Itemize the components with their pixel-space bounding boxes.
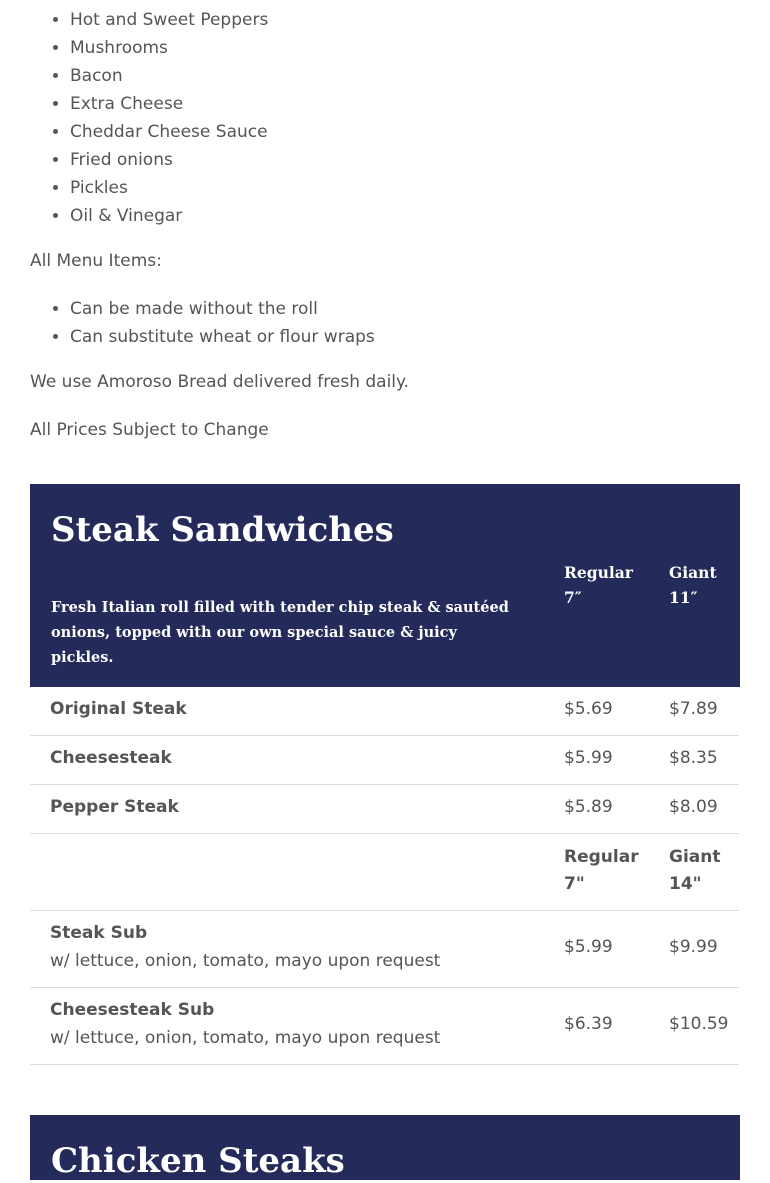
all-items-list <box>30 295 375 351</box>
regular-price: $6.39 <box>564 1014 613 1034</box>
item-name: Cheesesteak Sub <box>50 1000 215 1020</box>
bread-note: We use Amoroso Bread delivered fresh daily. <box>30 372 410 392</box>
list-item: • Cheddar Cheese Sauce <box>70 118 268 146</box>
all-items-label: All Menu Items: <box>30 251 162 271</box>
prices-note: All Prices Subject to Change <box>30 420 269 440</box>
list-item: • Fried onions <box>70 146 268 174</box>
giant-price: $8.09 <box>669 797 718 817</box>
item-description: w/ lettuce, onion, tomato, mayo upon request <box>50 951 441 971</box>
item-description: w/ lettuce, onion, tomato, mayo upon request <box>50 1028 441 1048</box>
steak-sandwiches-header <box>30 484 740 687</box>
giant-price: $9.99 <box>669 937 718 957</box>
table-row <box>30 736 739 785</box>
table-row <box>30 785 739 834</box>
giant-size-header: Giant 11″ <box>669 563 717 607</box>
giant-price: $10.59 <box>669 1014 729 1034</box>
giant-price: $7.89 <box>669 699 718 719</box>
list-item: • Hot and Sweet Peppers <box>70 6 268 34</box>
table-row <box>30 687 739 736</box>
sub-header-row <box>30 834 739 911</box>
regular-price: $5.99 <box>564 748 613 768</box>
list-item: • Oil & Vinegar <box>70 202 268 230</box>
table-row <box>30 988 739 1065</box>
toppings-list <box>30 6 268 230</box>
regular-size-header: Regular 7" <box>564 847 639 894</box>
item-name: Steak Sub <box>50 923 148 943</box>
regular-price: $5.89 <box>564 797 613 817</box>
list-item: • Bacon <box>70 62 268 90</box>
list-item: • Pickles <box>70 174 268 202</box>
section-title: Steak Sandwiches <box>51 510 394 550</box>
list-item: • Can be made without the roll <box>70 295 375 323</box>
list-item: • Extra Cheese <box>70 90 268 118</box>
list-item: • Can substitute wheat or flour wraps <box>70 323 375 351</box>
regular-price: $5.69 <box>564 699 613 719</box>
item-name: Pepper Steak <box>50 797 179 817</box>
regular-price: $5.99 <box>564 937 613 957</box>
list-item: • Mushrooms <box>70 34 268 62</box>
chicken-steaks-header <box>30 1115 740 1180</box>
giant-size-header: Giant 14" <box>669 847 721 894</box>
section-description: Fresh Italian roll filled with tender chip steak & sautéed onions, topped with our own special sauce & juicy pickles. <box>51 599 509 666</box>
section-title: Chicken Steaks <box>51 1141 345 1181</box>
item-name: Original Steak <box>50 699 187 719</box>
giant-price: $8.35 <box>669 748 718 768</box>
table-row <box>30 911 739 988</box>
item-name: Cheesesteak <box>50 748 172 768</box>
regular-size-header: Regular 7″ <box>564 563 633 607</box>
